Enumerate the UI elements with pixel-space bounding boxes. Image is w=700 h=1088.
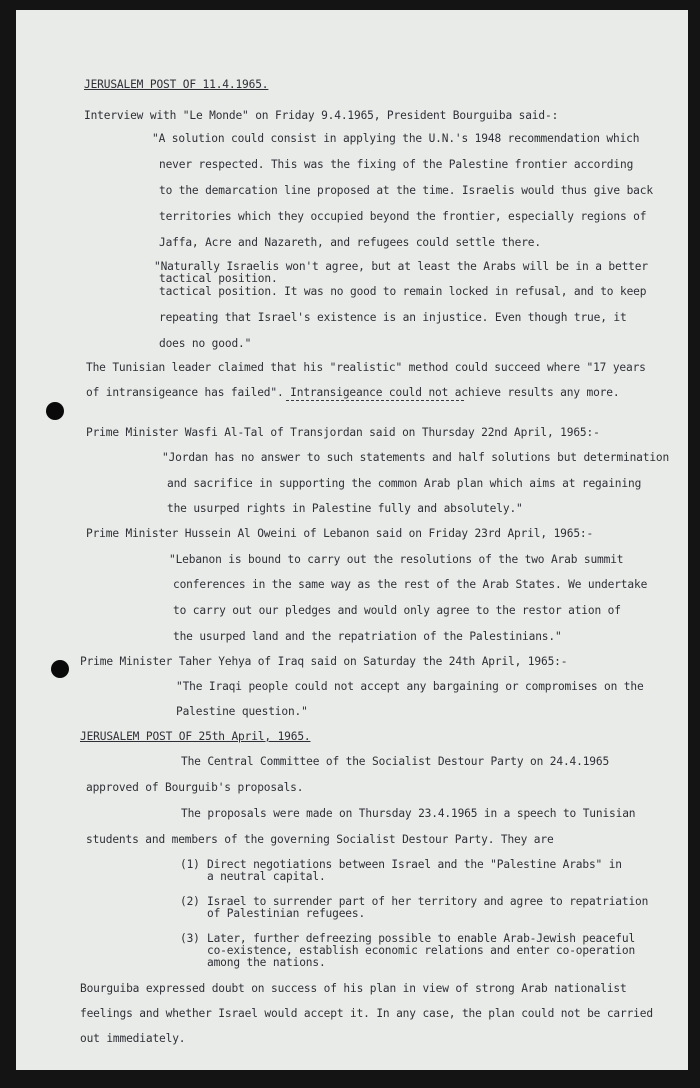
document-page	[16, 10, 688, 1070]
list-item-line: among the nations.	[207, 956, 326, 969]
list-item-line: co-existence, establish economic relations and enter co-operation	[207, 944, 636, 957]
body-line: The proposals were made on Thursday 23.4.1965 in a speech to Tunisian	[181, 807, 636, 820]
list-item-line: Later, further defreezing possible to enable Arab-Jewish peaceful	[207, 932, 636, 945]
body-line: out immediately.	[80, 1032, 186, 1045]
body-line: approved of Bourguib's proposals.	[86, 781, 304, 794]
quote-line: to carry out our pledges and would only agree to the restor ation of	[173, 604, 621, 617]
quote-line: conferences in the same way as the rest of the Arab States. We undertake	[173, 578, 648, 591]
list-item-number: (3)	[180, 932, 200, 945]
quote-line: repeating that Israel's existence is an injustice. Even though true, it	[159, 311, 627, 324]
quote-line: the usurped rights in Palestine fully and absolutely."	[167, 502, 523, 515]
quote-line: "Naturally Israelis won't agree, but at least the Arabs will be in a better	[154, 260, 648, 273]
quote-line: never respected. This was the fixing of the Palestine frontier according	[159, 158, 634, 171]
dashed-underline	[286, 400, 464, 401]
body-line: The Central Committee of the Socialist Destour Party on 24.4.1965	[181, 755, 610, 768]
quote-line: the usurped land and the repatriation of the Palestinians."	[173, 630, 562, 643]
body-line: of intransigeance has failed". Intransigeance could not achieve results any more.	[86, 386, 620, 399]
list-item-line: Israel to surrender part of her territory and agree to repatriation	[207, 895, 649, 908]
quote-line: does no good."	[159, 337, 252, 350]
punch-hole-top	[46, 402, 64, 420]
quote-line: Jaffa, Acre and Nazareth, and refugees could settle there.	[159, 236, 541, 249]
list-item-number: (2)	[180, 895, 200, 908]
lebanon-intro: Prime Minister Hussein Al Oweini of Lebanon said on Friday 23rd April, 1965:-	[86, 527, 594, 540]
quote-line: to the demarcation line proposed at the time. Israelis would thus give back	[159, 184, 653, 197]
quote-line: tactical position. It was no good to remain locked in refusal, and to keep	[159, 285, 647, 298]
punch-hole-bottom	[51, 660, 69, 678]
list-item-line: a neutral capital.	[207, 870, 326, 883]
quote-line: Palestine question."	[176, 705, 308, 718]
list-item-line: Direct negotiations between Israel and the "Palestine Arabs" in	[207, 858, 622, 871]
body-line: students and members of the governing Socialist Destour Party. They are	[86, 833, 554, 846]
body-line: The Tunisian leader claimed that his "realistic" method could succeed where "17 years	[86, 361, 646, 374]
list-item-line: of Palestinian refugees.	[207, 907, 366, 920]
quote-line: "The Iraqi people could not accept any bargaining or compromises on the	[176, 680, 644, 693]
heading-jerusalem-post-11-4: JERUSALEM POST OF 11.4.1965.	[84, 78, 269, 91]
quote-line: "Jordan has no answer to such statements and half solutions but determination	[162, 451, 670, 464]
body-line: feelings and whether Israel would accept it. In any case, the plan could not be carried	[80, 1007, 653, 1020]
jordan-intro: Prime Minister Wasfi Al-Tal of Transjordan said on Thursday 22nd April, 1965:-	[86, 426, 600, 439]
heading-jerusalem-post-25-april: JERUSALEM POST OF 25th April, 1965.	[80, 730, 311, 743]
quote-line: "Lebanon is bound to carry out the resolutions of the two Arab summit	[169, 553, 624, 566]
list-item-number: (1)	[180, 858, 200, 871]
intro-line: Interview with "Le Monde" on Friday 9.4.1965, President Bourguiba said-:	[84, 109, 559, 122]
quote-line: "A solution could consist in applying the U.N.'s 1948 recommendation which	[152, 132, 640, 145]
quote-line: and sacrifice in supporting the common Arab plan which aims at regaining	[167, 477, 642, 490]
iraq-intro: Prime Minister Taher Yehya of Iraq said on Saturday the 24th April, 1965:-	[80, 655, 568, 668]
body-line: Bourguiba expressed doubt on success of his plan in view of strong Arab nationalist	[80, 982, 627, 995]
quote-overtype-line: tactical position.	[159, 272, 278, 285]
quote-line: territories which they occupied beyond the frontier, especially regions of	[159, 210, 647, 223]
